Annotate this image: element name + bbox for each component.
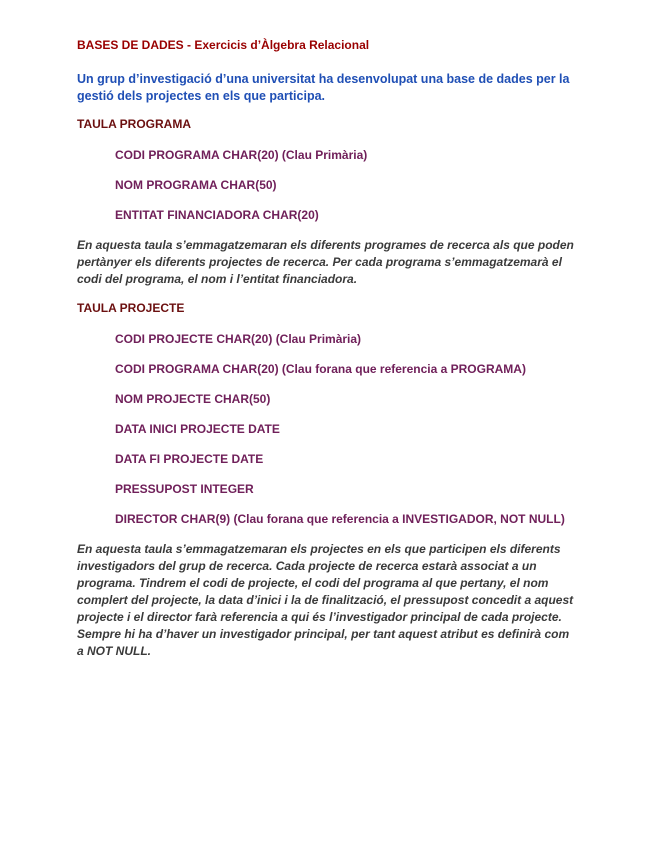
field-data-fi: DATA FI PROJECTE DATE bbox=[115, 452, 264, 466]
field-nom-projecte: NOM PROJECTE CHAR(50) bbox=[115, 392, 271, 406]
field-nom-programa: NOM PROGRAMA CHAR(50) bbox=[115, 178, 277, 192]
field-entitat-financiadora: ENTITAT FINANCIADORA CHAR(20) bbox=[115, 208, 319, 222]
table-projecte-heading: TAULA PROJECTE bbox=[77, 301, 185, 315]
field-data-inici: DATA INICI PROJECTE DATE bbox=[115, 422, 280, 436]
intro-paragraph: Un grup d’investigació d’una universitat ha desenvolupat una base de dades per la gestió dels projectes en els que participa. bbox=[77, 72, 570, 103]
document-page bbox=[77, 38, 575, 673]
table-programa-section bbox=[77, 117, 575, 288]
document-title: BASES DE DADES - Exercicis d’Àlgebra Relacional bbox=[77, 38, 370, 52]
table-projecte-section bbox=[77, 301, 575, 660]
table-programa-description: En aquesta taula s’emmagatzemaran els diferents programes de recerca als que poden pertànyer els diferents projectes de recerca. Per cada programa s’emmagatzemarà el codi del programa, el nom i l’entitat financiadora. bbox=[77, 238, 574, 286]
table-programa-heading: TAULA PROGRAMA bbox=[77, 117, 191, 131]
field-codi-projecte: CODI PROJECTE CHAR(20) (Clau Primària) bbox=[115, 332, 362, 346]
table-projecte-description: En aquesta taula s’emmagatzemaran els projectes en els que participen els diferents investigadors del grup de recerca. Cada projecte de recerca estarà associat a un programa. Tindrem el codi de projecte, el codi del programa al que pertany, el nom complert del projecte, la data d’inici i la de finalització, el pressupost concedit a aquest projecte i el director farà referencia a qui és l’investigador principal de cada projecte. Sempre hi ha d’haver un investigador principal, per tant aquest atribut es definirà com a NOT NULL. bbox=[77, 542, 574, 658]
field-codi-programa: CODI PROGRAMA CHAR(20) (Clau Primària) bbox=[115, 148, 368, 162]
field-pressupost: PRESSUPOST INTEGER bbox=[115, 482, 254, 496]
field-director: DIRECTOR CHAR(9) (Clau forana que referencia a INVESTIGADOR, NOT NULL) bbox=[115, 512, 565, 526]
field-codi-programa-fk: CODI PROGRAMA CHAR(20) (Clau forana que referencia a PROGRAMA) bbox=[115, 362, 526, 376]
